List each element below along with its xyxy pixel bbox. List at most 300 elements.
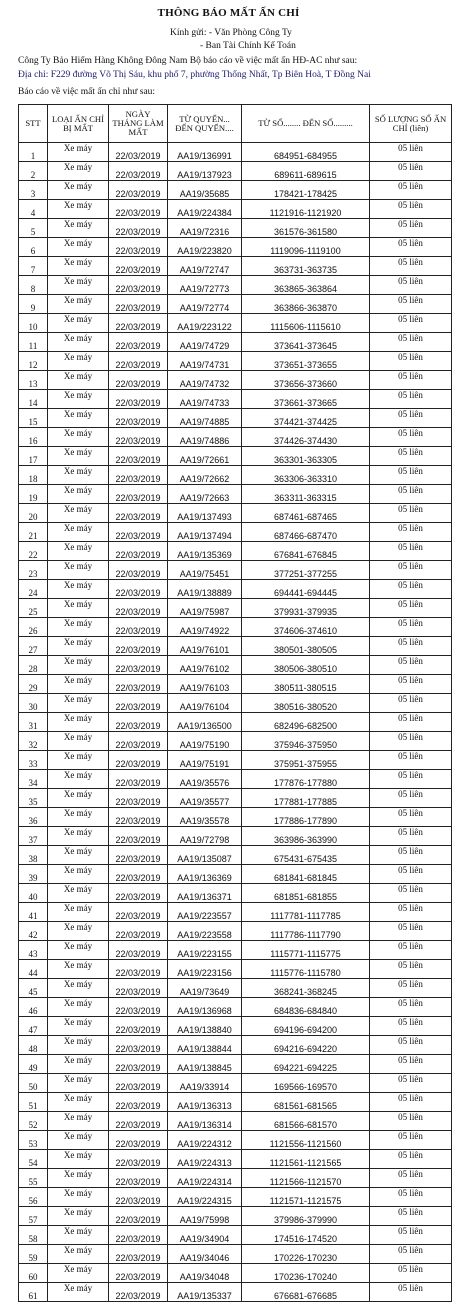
cell-so: 363306-363310 (242, 466, 370, 485)
cell-stt: 31 (19, 713, 48, 732)
cell-so: 169566-169570 (242, 1074, 370, 1093)
cell-stt: 6 (19, 238, 48, 257)
cell-ngay: 22/03/2019 (109, 295, 168, 314)
cell-loai: Xe máy (48, 960, 109, 979)
cell-loai: Xe máy (48, 1283, 109, 1302)
cell-stt: 14 (19, 390, 48, 409)
cell-so: 681851-681855 (242, 884, 370, 903)
cell-ngay: 22/03/2019 (109, 979, 168, 998)
cell-sl: 05 liên (370, 371, 452, 390)
cell-quyen: AA19/136314 (168, 1112, 242, 1131)
cell-quyen: AA19/76103 (168, 675, 242, 694)
cell-sl: 05 liên (370, 732, 452, 751)
table-row (19, 390, 452, 409)
cell-so: 380516-380520 (242, 694, 370, 713)
cell-ngay: 22/03/2019 (109, 789, 168, 808)
cell-quyen: AA19/137494 (168, 523, 242, 542)
cell-ngay: 22/03/2019 (109, 637, 168, 656)
table-row (19, 808, 452, 827)
cell-quyen: AA19/75451 (168, 561, 242, 580)
table-row (19, 542, 452, 561)
cell-loai: Xe máy (48, 941, 109, 960)
table-row (19, 257, 452, 276)
cell-stt: 47 (19, 1017, 48, 1036)
cell-sl: 05 liên (370, 466, 452, 485)
cell-sl: 05 liên (370, 979, 452, 998)
cell-loai: Xe máy (48, 1036, 109, 1055)
cell-so: 694221-694225 (242, 1055, 370, 1074)
cell-loai: Xe máy (48, 713, 109, 732)
cell-so: 694196-694200 (242, 1017, 370, 1036)
cell-quyen: AA19/72774 (168, 295, 242, 314)
table-row (19, 789, 452, 808)
table-row (19, 1055, 452, 1074)
cell-quyen: AA19/76102 (168, 656, 242, 675)
table-row (19, 637, 452, 656)
cell-sl: 05 liên (370, 1283, 452, 1302)
col-ngay: NGÀY THÁNG LÀM MẤT (109, 105, 168, 143)
table-row (19, 1169, 452, 1188)
cell-stt: 21 (19, 523, 48, 542)
cell-stt: 53 (19, 1131, 48, 1150)
cell-sl: 05 liên (370, 675, 452, 694)
cell-loai: Xe máy (48, 143, 109, 162)
cell-loai: Xe máy (48, 390, 109, 409)
cell-stt: 58 (19, 1226, 48, 1245)
cell-loai: Xe máy (48, 1264, 109, 1283)
cell-loai: Xe máy (48, 1017, 109, 1036)
cell-so: 1115606-1115610 (242, 314, 370, 333)
cell-loai: Xe máy (48, 789, 109, 808)
cell-sl: 05 liên (370, 1150, 452, 1169)
cell-stt: 25 (19, 599, 48, 618)
cell-so: 177886-177890 (242, 808, 370, 827)
cell-ngay: 22/03/2019 (109, 1055, 168, 1074)
table-row (19, 238, 452, 257)
cell-ngay: 22/03/2019 (109, 960, 168, 979)
cell-stt: 61 (19, 1283, 48, 1302)
cell-loai: Xe máy (48, 732, 109, 751)
lost-items-table (18, 104, 452, 1302)
cell-sl: 05 liên (370, 390, 452, 409)
cell-stt: 16 (19, 428, 48, 447)
cell-sl: 05 liên (370, 827, 452, 846)
cell-quyen: AA19/74733 (168, 390, 242, 409)
cell-stt: 52 (19, 1112, 48, 1131)
cell-loai: Xe máy (48, 580, 109, 599)
cell-sl: 05 liên (370, 542, 452, 561)
cell-ngay: 22/03/2019 (109, 561, 168, 580)
table-body (19, 143, 452, 1302)
cell-stt: 36 (19, 808, 48, 827)
cell-loai: Xe máy (48, 542, 109, 561)
cell-quyen: AA19/136371 (168, 884, 242, 903)
table-row (19, 561, 452, 580)
cell-sl: 05 liên (370, 599, 452, 618)
cell-loai: Xe máy (48, 1055, 109, 1074)
table-row (19, 770, 452, 789)
cell-ngay: 22/03/2019 (109, 143, 168, 162)
col-stt: STT (19, 105, 48, 143)
table-row (19, 143, 452, 162)
table-row (19, 580, 452, 599)
cell-stt: 4 (19, 200, 48, 219)
cell-quyen: AA19/224313 (168, 1150, 242, 1169)
cell-quyen: AA19/34904 (168, 1226, 242, 1245)
cell-so: 684836-684840 (242, 998, 370, 1017)
cell-ngay: 22/03/2019 (109, 314, 168, 333)
cell-quyen: AA19/224312 (168, 1131, 242, 1150)
cell-so: 1121566-1121570 (242, 1169, 370, 1188)
cell-so: 363866-363870 (242, 295, 370, 314)
cell-so: 363865-363864 (242, 276, 370, 295)
cell-sl: 05 liên (370, 1074, 452, 1093)
table-row (19, 219, 452, 238)
cell-stt: 11 (19, 333, 48, 352)
cell-loai: Xe máy (48, 314, 109, 333)
cell-ngay: 22/03/2019 (109, 903, 168, 922)
col-so: TỪ SỐ........ ĐẾN SỐ......... (242, 105, 370, 143)
cell-quyen: AA19/136313 (168, 1093, 242, 1112)
cell-loai: Xe máy (48, 504, 109, 523)
cell-so: 1121561-1121565 (242, 1150, 370, 1169)
table-row (19, 1074, 452, 1093)
cell-so: 676681-676685 (242, 1283, 370, 1302)
cell-so: 380501-380505 (242, 637, 370, 656)
cell-so: 1121556-1121560 (242, 1131, 370, 1150)
cell-quyen: AA19/74729 (168, 333, 242, 352)
cell-stt: 42 (19, 922, 48, 941)
cell-loai: Xe máy (48, 561, 109, 580)
cell-stt: 50 (19, 1074, 48, 1093)
cell-ngay: 22/03/2019 (109, 827, 168, 846)
cell-quyen: AA19/138889 (168, 580, 242, 599)
cell-stt: 26 (19, 618, 48, 637)
cell-loai: Xe máy (48, 333, 109, 352)
cell-quyen: AA19/75987 (168, 599, 242, 618)
cell-quyen: AA19/76101 (168, 637, 242, 656)
cell-stt: 45 (19, 979, 48, 998)
cell-ngay: 22/03/2019 (109, 922, 168, 941)
cell-loai: Xe máy (48, 903, 109, 922)
cell-quyen: AA19/137493 (168, 504, 242, 523)
table-row (19, 922, 452, 941)
cell-quyen: AA19/138845 (168, 1055, 242, 1074)
cell-ngay: 22/03/2019 (109, 390, 168, 409)
cell-loai: Xe máy (48, 656, 109, 675)
cell-ngay: 22/03/2019 (109, 1131, 168, 1150)
cell-loai: Xe máy (48, 675, 109, 694)
cell-so: 682496-682500 (242, 713, 370, 732)
cell-sl: 05 liên (370, 295, 452, 314)
cell-loai: Xe máy (48, 219, 109, 238)
cell-quyen: AA19/223122 (168, 314, 242, 333)
cell-loai: Xe máy (48, 1207, 109, 1226)
cell-stt: 51 (19, 1093, 48, 1112)
cell-sl: 05 liên (370, 960, 452, 979)
cell-so: 174516-174520 (242, 1226, 370, 1245)
cell-ngay: 22/03/2019 (109, 1093, 168, 1112)
table-row (19, 333, 452, 352)
cell-quyen: AA19/35577 (168, 789, 242, 808)
cell-quyen: AA19/35578 (168, 808, 242, 827)
cell-ngay: 22/03/2019 (109, 1245, 168, 1264)
cell-ngay: 22/03/2019 (109, 466, 168, 485)
table-row (19, 1188, 452, 1207)
cell-so: 170226-170230 (242, 1245, 370, 1264)
cell-sl: 05 liên (370, 523, 452, 542)
cell-stt: 35 (19, 789, 48, 808)
cell-quyen: AA19/136968 (168, 998, 242, 1017)
address-line: Địa chỉ: F229 đường Võ Thị Sáu, khu phố 7, phường Thống Nhất, Tp Biên Hoà, T Đồng Nai (18, 70, 371, 80)
cell-sl: 05 liên (370, 447, 452, 466)
cell-ngay: 22/03/2019 (109, 1150, 168, 1169)
cell-so: 178421-178425 (242, 181, 370, 200)
cell-ngay: 22/03/2019 (109, 1169, 168, 1188)
cell-ngay: 22/03/2019 (109, 1264, 168, 1283)
cell-sl: 05 liên (370, 1112, 452, 1131)
cell-so: 1121571-1121575 (242, 1188, 370, 1207)
col-quyen: TỪ QUYỂN... ĐẾN QUYỂN.... (168, 105, 242, 143)
cell-so: 373651-373655 (242, 352, 370, 371)
cell-loai: Xe máy (48, 200, 109, 219)
table-row (19, 694, 452, 713)
cell-so: 681561-681565 (242, 1093, 370, 1112)
cell-quyen: AA19/76104 (168, 694, 242, 713)
cell-ngay: 22/03/2019 (109, 1207, 168, 1226)
table-row (19, 846, 452, 865)
cell-sl: 05 liên (370, 409, 452, 428)
cell-ngay: 22/03/2019 (109, 770, 168, 789)
cell-so: 374421-374425 (242, 409, 370, 428)
document-title: THÔNG BÁO MẤT ẤN CHỈ (157, 7, 300, 19)
cell-so: 373661-373665 (242, 390, 370, 409)
cell-loai: Xe máy (48, 922, 109, 941)
cell-ngay: 22/03/2019 (109, 618, 168, 637)
recipient-line: Kính gửi: - Văn Phòng Công Ty (170, 28, 292, 38)
table-row (19, 409, 452, 428)
cell-quyen: AA19/138840 (168, 1017, 242, 1036)
cell-sl: 05 liên (370, 770, 452, 789)
company-line: Công Ty Bảo Hiểm Hàng Không Đông Nam Bộ báo cáo về việc mất ấn HĐ-AC như sau: (18, 56, 358, 66)
table-row (19, 1112, 452, 1131)
cell-stt: 17 (19, 447, 48, 466)
cell-sl: 05 liên (370, 504, 452, 523)
cell-ngay: 22/03/2019 (109, 371, 168, 390)
cell-ngay: 22/03/2019 (109, 998, 168, 1017)
table-row (19, 827, 452, 846)
cell-sl: 05 liên (370, 637, 452, 656)
table-row (19, 314, 452, 333)
cell-quyen: AA19/224315 (168, 1188, 242, 1207)
cell-quyen: AA19/138844 (168, 1036, 242, 1055)
cell-so: 375951-375955 (242, 751, 370, 770)
cell-ngay: 22/03/2019 (109, 713, 168, 732)
cell-sl: 05 liên (370, 1131, 452, 1150)
cell-loai: Xe máy (48, 979, 109, 998)
cell-sl: 05 liên (370, 884, 452, 903)
cell-stt: 32 (19, 732, 48, 751)
cell-quyen: AA19/73649 (168, 979, 242, 998)
cell-so: 177881-177885 (242, 789, 370, 808)
cell-so: 379931-379935 (242, 599, 370, 618)
cell-so: 363731-363735 (242, 257, 370, 276)
cell-quyen: AA19/72798 (168, 827, 242, 846)
cell-ngay: 22/03/2019 (109, 599, 168, 618)
cell-quyen: AA19/137923 (168, 162, 242, 181)
cell-stt: 49 (19, 1055, 48, 1074)
cell-ngay: 22/03/2019 (109, 200, 168, 219)
cell-stt: 30 (19, 694, 48, 713)
cell-stt: 20 (19, 504, 48, 523)
cell-so: 694216-694220 (242, 1036, 370, 1055)
cell-sl: 05 liên (370, 485, 452, 504)
cell-loai: Xe máy (48, 865, 109, 884)
cell-so: 1119096-1119100 (242, 238, 370, 257)
cell-so: 684951-684955 (242, 143, 370, 162)
cell-quyen: AA19/34046 (168, 1245, 242, 1264)
cell-so: 374426-374430 (242, 428, 370, 447)
table-row (19, 675, 452, 694)
cell-loai: Xe máy (48, 998, 109, 1017)
table-row (19, 1283, 452, 1302)
cell-sl: 05 liên (370, 257, 452, 276)
cell-ngay: 22/03/2019 (109, 846, 168, 865)
cell-so: 375946-375950 (242, 732, 370, 751)
cell-stt: 37 (19, 827, 48, 846)
cell-loai: Xe máy (48, 371, 109, 390)
cell-loai: Xe máy (48, 466, 109, 485)
cell-so: 687466-687470 (242, 523, 370, 542)
cell-loai: Xe máy (48, 181, 109, 200)
table-row (19, 276, 452, 295)
cell-loai: Xe máy (48, 1112, 109, 1131)
cell-stt: 39 (19, 865, 48, 884)
cell-ngay: 22/03/2019 (109, 409, 168, 428)
cell-loai: Xe máy (48, 257, 109, 276)
cell-ngay: 22/03/2019 (109, 485, 168, 504)
cell-stt: 7 (19, 257, 48, 276)
cell-loai: Xe máy (48, 618, 109, 637)
cell-sl: 05 liên (370, 580, 452, 599)
cell-quyen: AA19/223156 (168, 960, 242, 979)
cell-ngay: 22/03/2019 (109, 656, 168, 675)
cell-stt: 19 (19, 485, 48, 504)
cell-ngay: 22/03/2019 (109, 219, 168, 238)
table-row (19, 1093, 452, 1112)
cell-loai: Xe máy (48, 1169, 109, 1188)
table-row (19, 295, 452, 314)
cell-stt: 57 (19, 1207, 48, 1226)
cell-sl: 05 liên (370, 1264, 452, 1283)
cell-ngay: 22/03/2019 (109, 181, 168, 200)
cell-so: 1121916-1121920 (242, 200, 370, 219)
cell-quyen: AA19/35576 (168, 770, 242, 789)
cell-sl: 05 liên (370, 314, 452, 333)
cell-ngay: 22/03/2019 (109, 808, 168, 827)
cell-stt: 38 (19, 846, 48, 865)
cell-stt: 5 (19, 219, 48, 238)
cell-quyen: AA19/75190 (168, 732, 242, 751)
cell-loai: Xe máy (48, 162, 109, 181)
cell-quyen: AA19/135337 (168, 1283, 242, 1302)
cell-sl: 05 liên (370, 181, 452, 200)
cell-so: 687461-687465 (242, 504, 370, 523)
cell-quyen: AA19/34048 (168, 1264, 242, 1283)
cell-so: 361576-361580 (242, 219, 370, 238)
cell-so: 676841-676845 (242, 542, 370, 561)
cell-ngay: 22/03/2019 (109, 732, 168, 751)
cell-sl: 05 liên (370, 808, 452, 827)
cell-so: 681566-681570 (242, 1112, 370, 1131)
table-row (19, 1207, 452, 1226)
table-row (19, 447, 452, 466)
table-row (19, 371, 452, 390)
cell-ngay: 22/03/2019 (109, 447, 168, 466)
cell-so: 373656-373660 (242, 371, 370, 390)
cell-stt: 27 (19, 637, 48, 656)
cell-stt: 24 (19, 580, 48, 599)
cell-stt: 44 (19, 960, 48, 979)
cell-so: 177876-177880 (242, 770, 370, 789)
cell-so: 1117786-1117790 (242, 922, 370, 941)
cell-stt: 56 (19, 1188, 48, 1207)
report-line: Báo cáo về việc mất ấn chỉ như sau: (18, 87, 156, 97)
cell-quyen: AA19/72773 (168, 276, 242, 295)
table-row (19, 1131, 452, 1150)
cell-sl: 05 liên (370, 200, 452, 219)
cell-quyen: AA19/224314 (168, 1169, 242, 1188)
cell-sl: 05 liên (370, 656, 452, 675)
cell-quyen: AA19/135087 (168, 846, 242, 865)
cell-stt: 8 (19, 276, 48, 295)
cell-so: 368241-368245 (242, 979, 370, 998)
cell-stt: 12 (19, 352, 48, 371)
cell-stt: 34 (19, 770, 48, 789)
cell-loai: Xe máy (48, 1188, 109, 1207)
col-sl: SỐ LƯỢNG SỐ ẤN CHỈ (liên) (370, 105, 452, 143)
cell-loai: Xe máy (48, 485, 109, 504)
cell-so: 681841-681845 (242, 865, 370, 884)
cell-sl: 05 liên (370, 1207, 452, 1226)
cell-so: 379986-379990 (242, 1207, 370, 1226)
table-header (19, 105, 452, 143)
cell-ngay: 22/03/2019 (109, 1188, 168, 1207)
cell-ngay: 22/03/2019 (109, 352, 168, 371)
cell-stt: 29 (19, 675, 48, 694)
cell-sl: 05 liên (370, 276, 452, 295)
cell-quyen: AA19/223557 (168, 903, 242, 922)
cell-quyen: AA19/74886 (168, 428, 242, 447)
cell-so: 363311-363315 (242, 485, 370, 504)
table-row (19, 1017, 452, 1036)
cell-quyen: AA19/74731 (168, 352, 242, 371)
cell-so: 689611-689615 (242, 162, 370, 181)
cell-ngay: 22/03/2019 (109, 523, 168, 542)
cell-so: 374606-374610 (242, 618, 370, 637)
cell-so: 675431-675435 (242, 846, 370, 865)
cell-so: 380506-380510 (242, 656, 370, 675)
cell-loai: Xe máy (48, 447, 109, 466)
cell-stt: 10 (19, 314, 48, 333)
table-row (19, 656, 452, 675)
cell-stt: 54 (19, 1150, 48, 1169)
cell-so: 1117781-1117785 (242, 903, 370, 922)
table-row (19, 352, 452, 371)
cell-ngay: 22/03/2019 (109, 1283, 168, 1302)
cell-sl: 05 liên (370, 1226, 452, 1245)
cell-stt: 28 (19, 656, 48, 675)
